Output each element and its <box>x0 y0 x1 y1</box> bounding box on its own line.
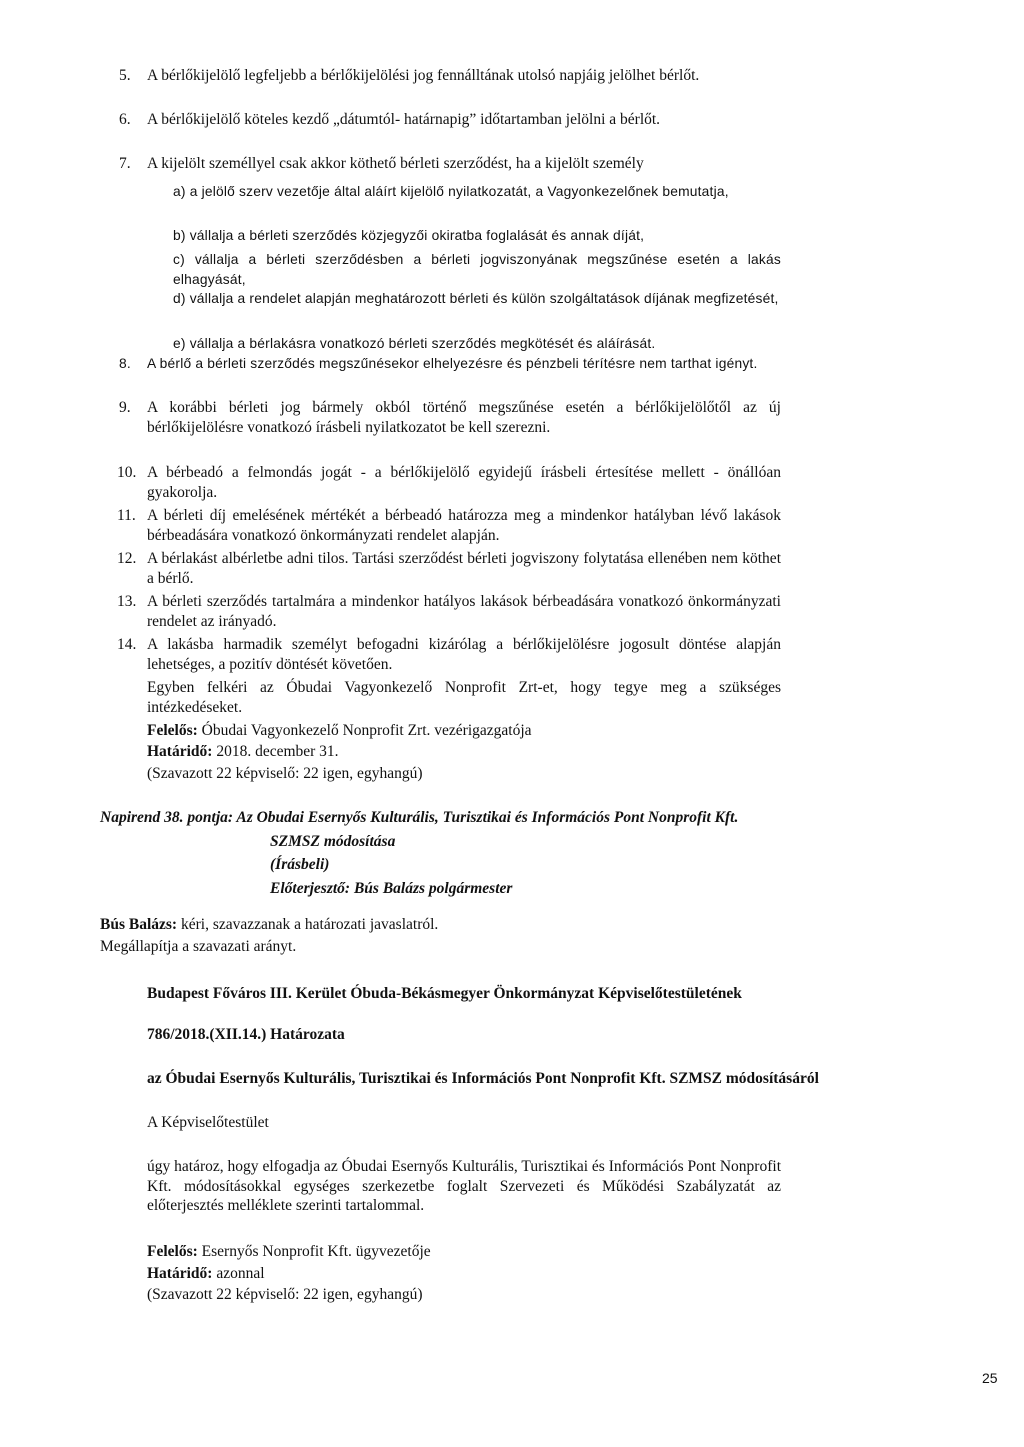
speaker-line <box>100 915 438 935</box>
list-item <box>119 110 781 130</box>
speaker-name: Bús Balázs: <box>100 916 178 933</box>
item-number: 12. <box>117 550 137 567</box>
item-text: A bérlőkijelölő legfeljebb a bérlőkijelölési jog fennálltának utolsó napjáig jelölhet bérlőt. <box>147 67 700 84</box>
agenda-type: (Írásbeli) <box>270 856 330 873</box>
deadline-value: azonnal <box>212 1265 265 1282</box>
agenda-line: Napirend 38. pontja: Az Obudai Esernyős Kulturális, Turisztikai és Információs Pont Nonprofit Kft. <box>100 809 739 826</box>
item-text: A korábbi bérleti jog bármely okból történő megszűnése esetén a bérlőkijelölőtől az új bérlőkijelölésre vonatkozó írásbeli nyilatkozatot be kell szerezni. <box>147 399 781 436</box>
sub-item: b) vállalja a bérleti szerződés közjegyzői okiratba foglalását és annak díját, <box>173 228 645 243</box>
item-text: A bérlakást albérletbe adni tilos. Tartási szerződést bérleti jogviszony folytatása ellenében nem köthet a bérlő. <box>147 550 781 587</box>
responsible-value: Esernyős Nonprofit Kft. ügyvezetője <box>197 1243 431 1260</box>
council-label: A Képviselőtestület <box>147 1114 269 1131</box>
item-number: 8. <box>119 356 131 371</box>
item-text: A bérleti díj emelésének mértékét a bérbeadó határozza meg a mindenkor hatályban lévő lakások bérbeadására vonatkozó önkormányzati rendelet alapján. <box>147 507 781 544</box>
resolution-body: Budapest Főváros III. Kerület Óbuda-Békásmegyer Önkormányzat Képviselőtestületének <box>147 985 742 1002</box>
responsible-line <box>147 721 532 741</box>
list-item <box>119 66 781 86</box>
item-number: 9. <box>119 399 131 416</box>
sub-item: e) vállalja a bérlakásra vonatkozó bérleti szerződés megkötését és aláírását. <box>173 336 656 351</box>
agenda-presenter: Előterjesztő: Bús Balázs polgármester <box>270 879 513 897</box>
item-text: A bérlő a bérleti szerződés megszűnésekor elhelyezésre és pénzbeli térítésre nem tarthat igényt. <box>147 356 758 371</box>
sub-item: c) vállalja a bérleti szerződésben a bérleti jogviszonyának megszűnése esetén a lakás elhagyását, <box>173 252 781 287</box>
item-number: 7. <box>119 155 131 172</box>
agenda-heading <box>100 806 940 900</box>
sub-item: a) a jelölő szerv vezetője által aláírt kijelölő nyilatkozatát, a Vagyonkezelőnek bemutatja, <box>173 184 729 199</box>
responsible-line <box>147 1242 431 1262</box>
resolution-subject: az Óbudai Esernyős Kulturális, Turisztikai és Információs Pont Nonprofit Kft. SZMSZ módosításáról <box>147 1070 819 1087</box>
item-number: 14. <box>117 636 137 653</box>
closing-request: Egyben felkéri az Óbudai Vagyonkezelő Nonprofit Zrt-et, hogy tegye meg a szükséges intézkedéseket. <box>147 679 781 716</box>
item-text: A lakásba harmadik személyt befogadni kizárólag a bérlőkijelölésre jogosult döntése alapján lehetséges, a pozitív döntését követően. <box>147 636 781 673</box>
item-number: 11. <box>117 507 136 524</box>
item-number: 5. <box>119 67 131 84</box>
item-text: A bérleti szerződés tartalmára a mindenkor hatályos lakások bérbeadására vonatkozó önkormányzati rendelet az irányadó. <box>147 593 781 630</box>
resolution-decision: úgy határoz, hogy elfogadja az Óbudai Esernyős Kulturális, Turisztikai és Információs Pont Nonprofit Kft. módosításokkal egységes szerkezetbe foglalt Szervezeti és Működési Szabályzatát az előterjesztés melléklete szerinti tartalommal. <box>147 1158 781 1214</box>
item-text: A bérbeadó a felmondás jogát - a bérlőkijelölő egyidejű írásbeli értesítése mellett - önállóan gyakorolja. <box>147 464 781 501</box>
list-item <box>117 592 781 631</box>
vote-result: (Szavazott 22 képviselő: 22 igen, egyhangú) <box>147 765 423 782</box>
deadline-label: Határidő: <box>147 1265 213 1282</box>
responsible-value: Óbudai Vagyonkezelő Nonprofit Zrt. vezérigazgatója <box>197 722 532 739</box>
list-item <box>117 549 781 588</box>
item-number: 6. <box>119 111 131 128</box>
deadline-line <box>147 1264 265 1284</box>
list-item <box>117 635 781 674</box>
sub-item: d) vállalja a rendelet alapján meghatározott bérleti és külön szolgáltatások díjának megfizetését, <box>173 291 779 306</box>
item-number: 10. <box>117 464 137 481</box>
resolution-number: 786/2018.(XII.14.) Határozata <box>147 1026 345 1043</box>
item-text: A kijelölt személlyel csak akkor köthető bérleti szerződést, ha a kijelölt személy <box>147 155 644 172</box>
list-item <box>119 398 781 437</box>
list-item <box>119 354 781 374</box>
responsible-label: Felelős: <box>147 722 198 739</box>
responsible-label: Felelős: <box>147 1243 198 1260</box>
list-item <box>119 154 781 174</box>
deadline-line <box>147 742 339 762</box>
deadline-value: 2018. december 31. <box>212 743 339 760</box>
item-text: A bérlőkijelölő köteles kezdő „dátumtól- határnapig” időtartamban jelölni a bérlőt. <box>147 111 661 128</box>
vote-result: (Szavazott 22 képviselő: 22 igen, egyhangú) <box>147 1286 423 1303</box>
page-number: 25 <box>982 1370 998 1386</box>
deadline-label: Határidő: <box>147 743 213 760</box>
speaker-text: kéri, szavazzanak a határozati javaslatról. <box>177 916 439 933</box>
speaker-line-2: Megállapítja a szavazati arányt. <box>100 938 297 955</box>
list-item <box>117 463 781 502</box>
agenda-subject: SZMSZ módosítása <box>270 832 396 850</box>
list-item <box>117 506 781 545</box>
item-number: 13. <box>117 593 137 610</box>
